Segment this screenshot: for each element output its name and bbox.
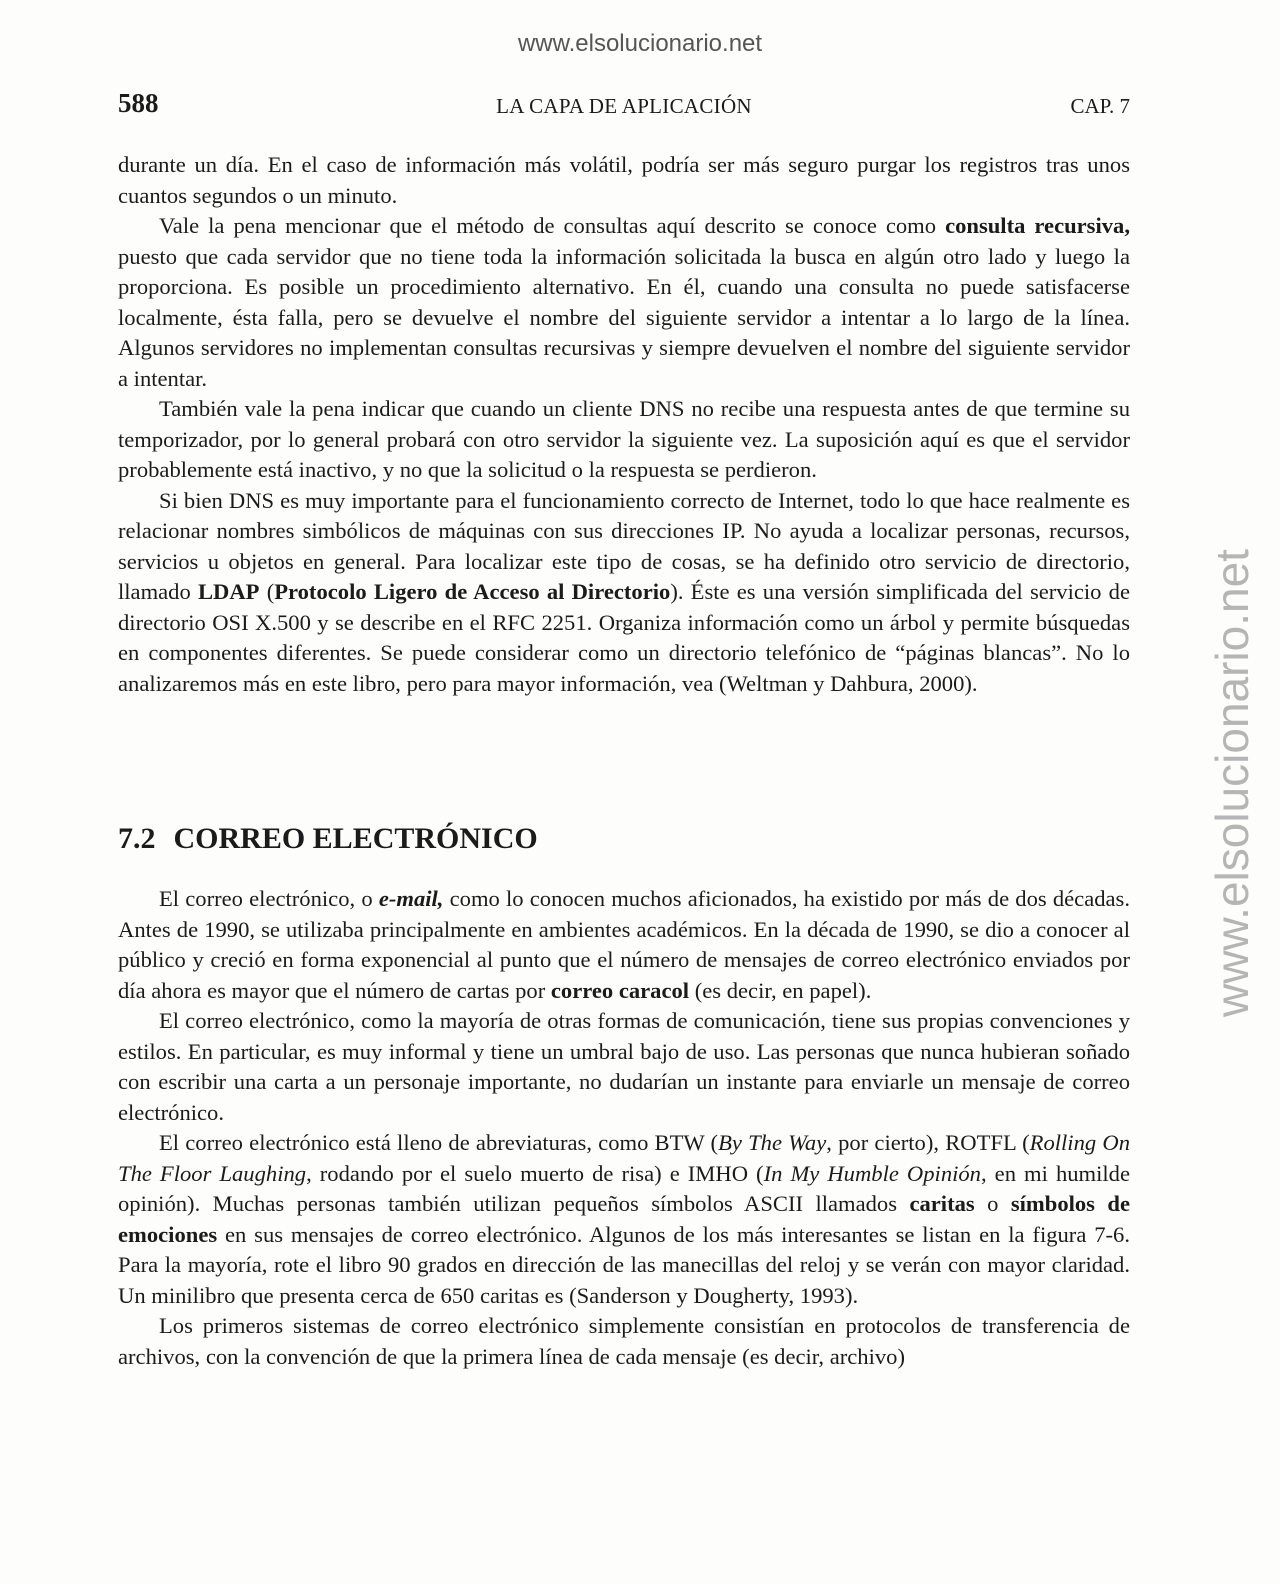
term-bold-italic: e-mail, [378, 886, 444, 911]
watermark-top: www.elsolucionario.net [517, 30, 763, 57]
paragraph: durante un día. En el caso de información más volátil, podría ser más seguro purgar los registros tras unos cuantos segundos o un minuto. [118, 152, 1130, 208]
paragraph: Vale la pena mencionar que el método de consultas aquí descrito se conoce como consulta recursiva, puesto que cada servidor que no tiene toda la información solicitada la busca en algún otro lado y luego la proporciona. Es posible un procedimiento alternativo. En él, cuando una consulta no puede satisfacerse localmente, ésta falla, pero se devuelve el nombre del siguiente servidor a intentar a lo largo de la línea. Algunos servidores no implementan consultas recursivas y siempre devuelven el nombre del siguiente servidor a intentar. [118, 213, 1130, 391]
section-title: CORREO ELECTRÓNICO [173, 822, 538, 855]
paragraph: El correo electrónico, como la mayoría de otras formas de comunicación, tiene sus propias convenciones y estilos. En particular, es muy informal y tiene un umbral bajo de uso. Las personas que nunca hubieran soñado con escribir una carta a un personaje importante, no dudarían un instante para enviarle un mensaje de correo electrónico. [118, 1008, 1130, 1125]
term-italic: In My Humble Opinión [763, 1160, 981, 1186]
section-heading [118, 820, 538, 858]
chapter-title: LA CAPA DE APLICACIÓN [496, 94, 752, 118]
term-bold: caritas [909, 1191, 975, 1216]
term-bold: Protocolo Ligero de Acceso al Directorio [274, 579, 671, 604]
term-bold: consulta recursiva, [945, 213, 1130, 238]
chapter-ref: CAP. 7 [1070, 94, 1130, 118]
term-bold: símbolos de emociones [118, 1191, 1131, 1247]
paragraph: Los primeros sistemas de correo electrónico simplemente consistían en protocolos de transferencia de archivos, con la convención de que la primera línea de cada mensaje (es decir, archivo) [118, 1313, 1130, 1369]
term-italic: Rolling On The Floor Laughing [118, 1130, 1130, 1186]
paragraph: También vale la pena indicar que cuando un cliente DNS no recibe una respuesta antes de que termine su temporizador, por lo general probará con otro servidor la siguiente vez. La suposición aquí es que el servidor probablemente está inactivo, y no que la solicitud o la respuesta se perdieron. [118, 396, 1130, 482]
paragraph: El correo electrónico, o e-mail, como lo conocen muchos aficionados, ha existido por más de dos décadas. Antes de 1990, se utilizaba principalmente en ambientes académicos. En la década de 1990, se dio a conocer al público y creció en forma exponencial al punto que el número de mensajes de correo electrónico enviados por día ahora es mayor que el número de cartas por correo caracol (es decir, en papel). [118, 886, 1130, 1003]
body-text-upper [118, 150, 1130, 699]
page-number: 588 [118, 88, 159, 118]
section-number: 7.2 [118, 822, 156, 855]
running-head [118, 88, 1130, 124]
term-bold: LDAP [197, 579, 260, 604]
paragraph: El correo electrónico está lleno de abreviaturas, como BTW (By The Way, por cierto), ROTFL (Rolling On The Floor Laughing, rodando por el suelo muerto de risa) e IMHO (In My Humble Opinión, en mi humilde opinión). Muchas personas también utilizan pequeños símbolos ASCII llamados caritas o símbolos de emociones en sus mensajes de correo electrónico. Algunos de los más interesantes se listan en la figura 7-6. Para la mayoría, rote el libro 90 grados en dirección de las manecillas del reloj y se verán con mayor claridad. Un minilibro que presenta cerca de 650 caritas es (Sanderson y Dougherty, 1993). [118, 1130, 1131, 1308]
watermark-side: www.elsolucionario.net [1206, 549, 1258, 1017]
paragraph: Si bien DNS es muy importante para el funcionamiento correcto de Internet, todo lo que hace realmente es relacionar nombres simbólicos de máquinas con sus direcciones IP. No ayuda a localizar personas, recursos, servicios u objetos en general. Para localizar este tipo de cosas, se ha definido otro servicio de directorio, llamado LDAP (Protocolo Ligero de Acceso al Directorio). Éste es una versión simplificada del servicio de directorio OSI X.500 y se describe en el RFC 2251. Organiza información como un árbol y permite búsquedas en componentes diferentes. Se puede considerar como un directorio telefónico de “páginas blancas”. No lo analizaremos más en este libro, pero para mayor información, vea (Weltman y Dahbura, 2000). [118, 487, 1130, 696]
term-italic: By The Way [718, 1130, 827, 1155]
term-bold: correo caracol [550, 977, 690, 1003]
body-text-lower [118, 884, 1130, 1372]
